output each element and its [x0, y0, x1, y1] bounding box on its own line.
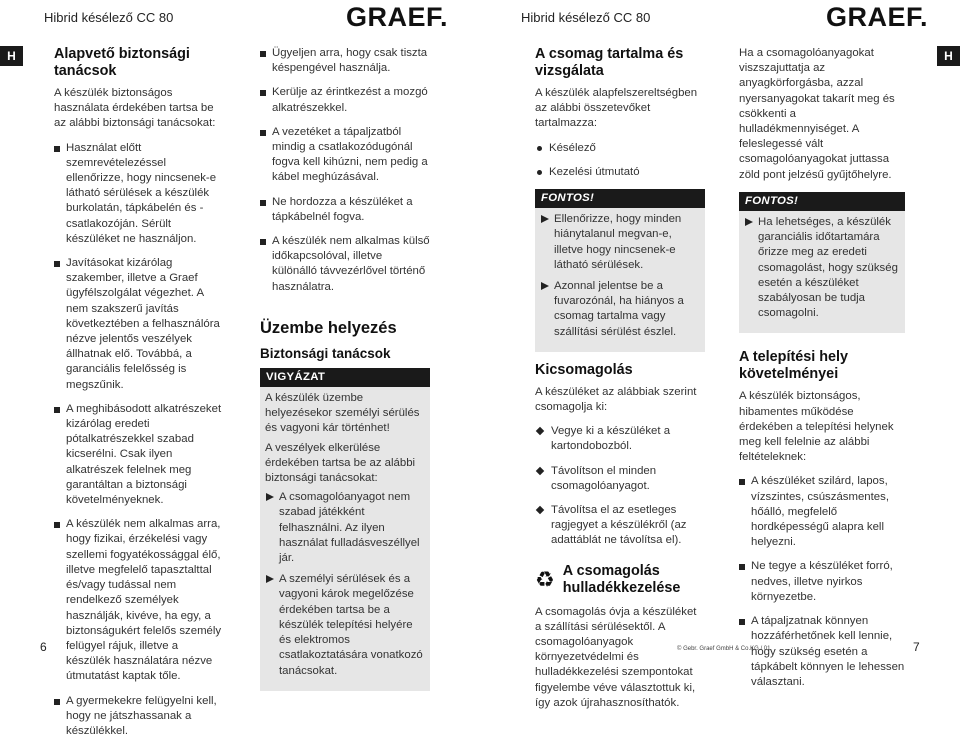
notice-label: FONTOS!	[739, 192, 905, 211]
list-item: A csomagolóanyagot nem szabad játékként felhasználni. Az ilyen használat fulladásveszéllyel jár.	[265, 490, 425, 566]
list-item: Ha lehetséges, a készülék garanciális időtartamára őrizze meg az eredeti csomagolást, hogy szükség esetén a készüléket szabályosan be tudja csomagolni.	[744, 215, 900, 321]
safety-intro: A készülék biztonságos használata érdekében tartsa be az alábbi biztonsági tanácsokat:	[54, 87, 216, 130]
notice-box	[535, 208, 705, 352]
unpack-heading: Kicsomagolás	[535, 361, 633, 378]
warning-text: A készülék üzembe helyezésekor személyi sérülés és vagyoni kár történhet!	[265, 392, 420, 435]
list-item: A gyermekekre felügyelni kell, hogy ne játszhassanak a készülékkel.	[54, 694, 223, 740]
header-title: Hibrid késélező CC 80	[521, 10, 651, 25]
recycle-icon: ♻	[535, 566, 555, 592]
safety-list	[54, 141, 223, 740]
notice-list	[540, 212, 700, 340]
recycle-header	[535, 563, 705, 597]
graef-logo: GRAEF.	[346, 2, 449, 32]
notice-label: FONTOS!	[535, 189, 705, 208]
right-page	[480, 0, 960, 709]
safety-heading: Alapvető biztonsági tanácsok	[54, 46, 190, 79]
list-item: A személyi sérülések és a vagyoni károk megelőzése érdekében tartsa be a készülék telepítési helyére és elektromos csatlakoztatására vonatkozó tanácsokat.	[265, 572, 425, 678]
list-item: Vegye ki a készüléket a kartondobozból.	[535, 424, 705, 454]
list-item: Ne tegye a készüléket forró, nedves, illetve nyirkos környezetbe.	[739, 559, 905, 605]
setup-heading: Üzembe helyezés	[260, 318, 397, 337]
list-item: Ellenőrizze, hogy minden hiánytalanul megvan-e, illetve hogy nincsenek-e látható sérülések.	[540, 212, 700, 273]
package-intro: A készülék alapfelszereltségben az alábbi összetevőket tartalmazza:	[535, 87, 698, 130]
notice-list	[744, 215, 900, 321]
language-tab: H	[937, 46, 960, 66]
warning-text: A veszélyek elkerülése érdekében tartsa be az alábbi biztonsági tanácsokat:	[265, 441, 416, 485]
placement-heading: A telepítési hely követelményei	[739, 349, 849, 383]
recycle-text: A csomagolás óvja a készüléket a szállítási sérülésektől. A csomagolóanyagok környezetvédelmi és hulladékkezelési szempontokat figyelembe véve választottuk ki, így azok újrahasznosíthatók.	[535, 605, 697, 709]
package-contents	[535, 141, 705, 180]
list-item: Távolítsa el az esetleges ragjegyet a készülékről (az adattáblát ne távolítsa el).	[535, 503, 705, 549]
warning-box	[260, 387, 430, 691]
unpack-list	[535, 424, 705, 548]
page-number: 7	[913, 640, 920, 654]
warning-label: VIGYÁZAT	[260, 368, 430, 387]
list-item: A vezetéket a tápaljzatból mindig a csatlakozódugónál fogva kell kihúzni, nem pedig a kábel meghúzásával.	[260, 125, 430, 186]
setup-subheading: Biztonsági tanácsok	[260, 345, 391, 361]
placement-intro: A készülék biztonságos, hibamentes működése érdekében a telepítési helynek meg kell felelnie az alábbi feltételeknek:	[739, 390, 894, 464]
left-page	[0, 0, 480, 737]
list-item: A tápaljzatnak könnyen hozzáférhetőnek kell lennie, hogy szükség esetén a tápkábelt könnyen le lehessen választani.	[739, 614, 905, 690]
package-heading: A csomag tartalma és vizsgálata	[535, 46, 684, 79]
list-item: A készüléket szilárd, lapos, vízszintes, csúszásmentes, hőálló, megfelelő hordképességű alapra kell helyezni.	[739, 474, 905, 550]
list-item: Ügyeljen arra, hogy csak tiszta késpengével használja.	[260, 46, 430, 76]
language-tab: H	[0, 46, 23, 66]
list-item: Távolítson el minden csomagolóanyagot.	[535, 464, 705, 494]
unpack-intro: A készüléket az alábbiak szerint csomagolja ki:	[535, 385, 697, 414]
list-item: Kerülje az érintkezést a mozgó alkatrészekkel.	[260, 85, 430, 115]
placement-column	[739, 46, 905, 699]
safety-column-2	[260, 46, 430, 691]
page-number: 6	[40, 640, 47, 654]
list-item: A meghibásodott alkatrészeket kizárólag eredeti pótalkatrészekkel szabad kicserélni. Csak ilyen alkatrészek felelnek meg garantáltan a biztonsági követelményeknek.	[54, 402, 223, 508]
safety-list-2	[260, 46, 430, 295]
warning-list	[265, 490, 425, 678]
graef-logo: GRAEF.	[826, 2, 929, 32]
notice-box	[739, 211, 905, 333]
list-item: Használat előtt szemrevételezéssel ellenőrizze, hogy nincsenek-e látható sérülések a készülék burkolatán, tápkábelén és -csatlakozóján. Sérült készüléket ne használjon.	[54, 141, 223, 247]
list-item: Késélező	[535, 141, 705, 156]
package-column	[535, 46, 705, 720]
placement-list	[739, 474, 905, 690]
list-item: A készülék nem alkalmas arra, hogy fizikai, érzékelési vagy szellemi fogyatékossággal élő, illetve megfelelő tapasztalttal és/vagy tudással nem rendelkező személyek használják, kivéve, ha egy, a biztonságukért felelős személy felügyel rájuk, illetve a készülék használatára nézve útmutatást kaptak tőle.	[54, 517, 223, 684]
list-item: Ne hordozza a készüléket a tápkábelnél fogva.	[260, 195, 430, 225]
list-item: Kezelési útmutató	[535, 165, 705, 180]
list-item: Azonnal jelentse be a fuvarozónál, ha hiányos a csomag tartalma vagy szállítási sérülést észlel.	[540, 279, 700, 340]
list-item: A készülék nem alkalmas külső időkapcsolóval, illetve különálló távvezérlővel történő használatra.	[260, 234, 430, 295]
safety-column	[54, 46, 223, 748]
recycle-heading: A csomagolás hulladékkezelése	[562, 562, 681, 596]
header-title: Hibrid késélező CC 80	[44, 10, 174, 25]
list-item: Javításokat kizárólag szakember, illetve a Graef ügyfélszolgálat végezhet. A nem szakszerű javítás következtében a felhasználóra nézve jelentős veszélyek állhatnak elő. Továbbá, a garanciális felelősség is megszűnik.	[54, 256, 223, 393]
recycle-continued: Ha a csomagolóanyagokat viszszajuttatja az anyagkörforgásba, azzal nyersanyagokat takarít meg és csökkenti a hulladékmennyiséget. A feleslegessé vált csomagolóanyagokat juttassa zöld pont jelzésű gyűjtőhelyre.	[739, 47, 895, 181]
copyright: © Gebr. Graef GmbH & Co.KG / 01	[677, 646, 771, 652]
